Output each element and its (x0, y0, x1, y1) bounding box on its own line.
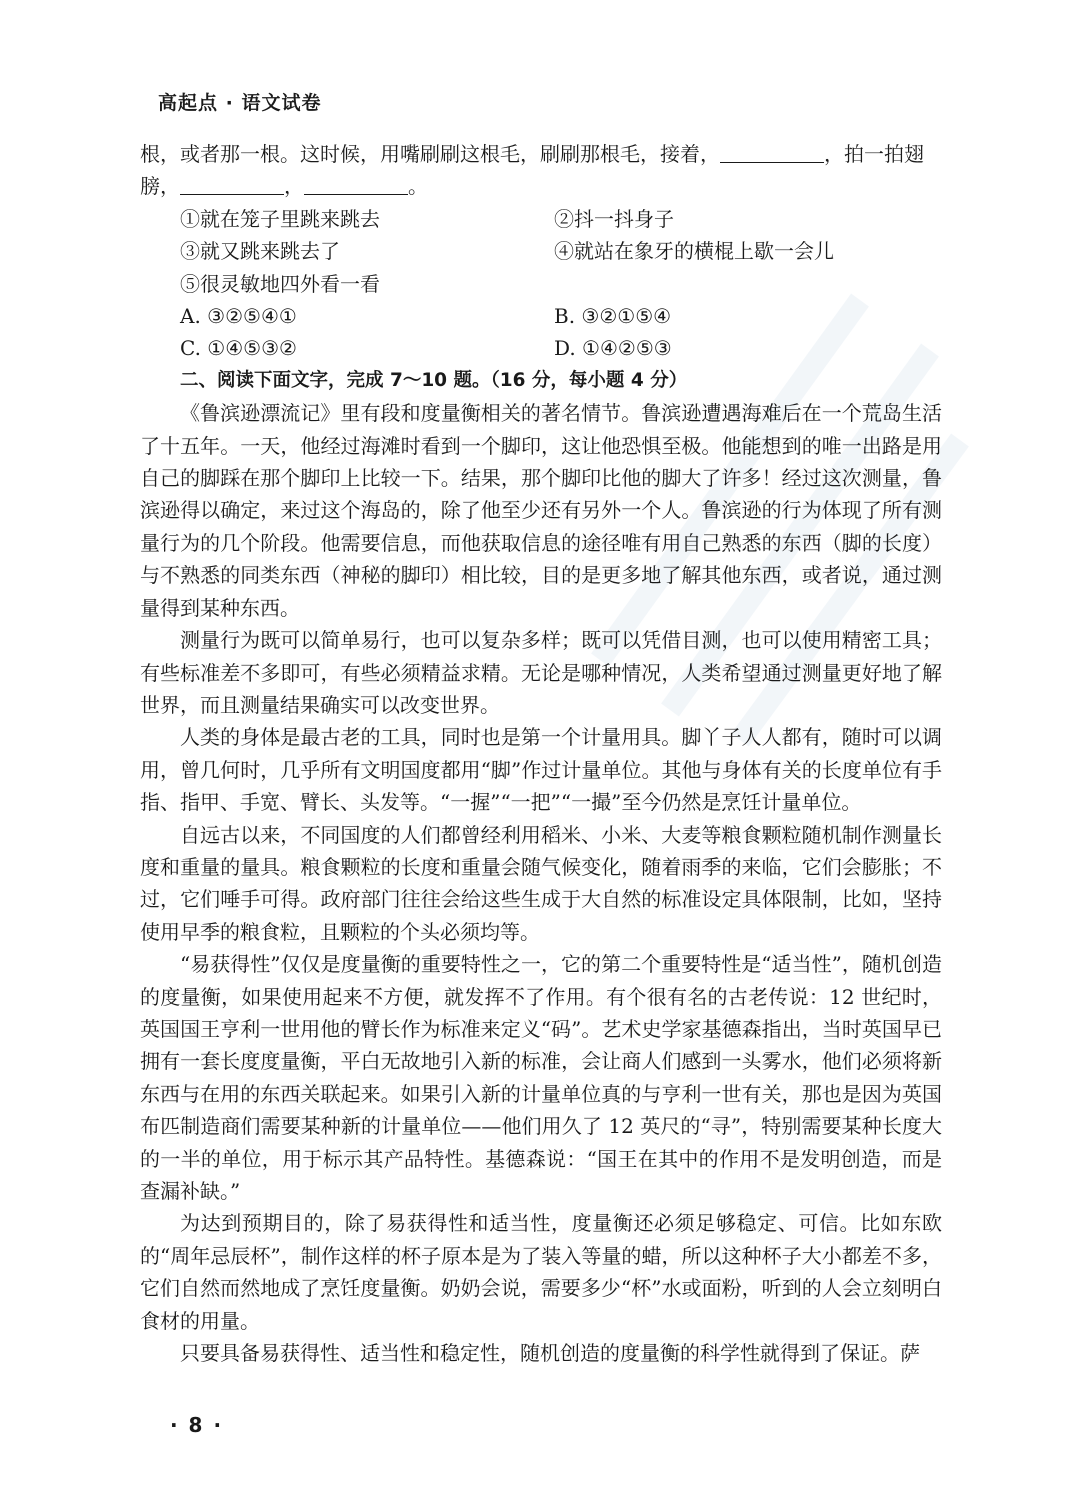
passage-paragraph-5: “易获得性”仅仅是度量衡的重要特性之一，它的第二个重要特性是“适当性”，随机创造的度量衡，如果使用起来不方便，就发挥不了作用。有个很有名的古老传说：12 世纪时，英国国王亨利一世用他的臂长作为标准来定义“码”。艺术史学家基德森指出，当时英国早已拥有一套长度度量衡，平白无故地引入新的标准，会让商人们感到一头雾水，他们必须将新东西与在用的东西关联起来。如果引入新的计量单位真的与亨利一世有关，那也是因为英国布匹制造商们需要某种新的计量单位——他们用久了 12 英尺的“寻”，特别需要某种长度大的一半的单位，用于标示其产品特性。基德森说：“国王在其中的作用不是发明创造，而是查漏补缺。” (140, 952, 942, 1203)
answer-blank-1 (720, 142, 824, 163)
option-b: B. ③②①⑤④ (554, 304, 672, 329)
passage-paragraph-3: 人类的身体是最古老的工具，同时也是第一个计量用具。脚丫子人人都有，随时可以调用，曾几何时，几乎所有文明国度都用“脚”作过计量单位。其他与身体有关的长度单位有手指、指甲、手宽、臂长、头发等。“一握”“一把”“一撮”至今仍然是烹饪计量单位。 (140, 725, 942, 815)
item-4: ④就站在象牙的横棍上歇一会儿 (554, 239, 834, 264)
answer-blank-3 (304, 174, 408, 195)
item-2: ②抖一抖身子 (554, 206, 674, 231)
option-d: D. ①④②⑤③ (554, 336, 672, 361)
item-3: ③就又跳来跳去了 (180, 239, 340, 264)
answer-blank-2 (180, 174, 284, 195)
option-row-1 (140, 300, 942, 332)
item-row-1 (140, 203, 942, 235)
passage-paragraph-2: 测量行为既可以简单易行，也可以复杂多样；既可以凭借目测，也可以使用精密工具；有些标准差不多即可，有些必须精益求精。无论是哪种情况，人类希望通过测量更好地了解世界，而且测量结果确实可以改变世界。 (140, 628, 942, 717)
page-header: 高起点 · 语文试卷 (158, 92, 322, 114)
passage-paragraph-1: 《鲁滨逊漂流记》里有段和度量衡相关的著名情节。鲁滨逊遭遇海难后在一个荒岛生活了十五年。一天，他经过海滩时看到一个脚印，这让他恐惧至极。他能想到的唯一出路是用自己的脚踩在那个脚印上比较一下。结果，那个脚印比他的脚大了许多！经过这次测量，鲁滨逊得以确定，来过这个海岛的，除了他至少还有另外一个人。鲁滨逊的行为体现了所有测量行为的几个阶段。他需要信息，而他获取信息的途径唯有用自己熟悉的东西（脚的长度）与不熟悉的同类东西（神秘的脚印）相比较，目的是更多地了解其他东西，或者说，通过测量得到某种东西。 (140, 401, 942, 620)
passage-paragraph-6: 为达到预期目的，除了易获得性和适当性，度量衡还必须足够稳定、可信。比如东欧的“周年忌辰杯”，制作这样的杯子原本是为了装入等量的蜡，所以这种杯子大小都差不多，它们自然而然地成了烹饪度量衡。奶奶会说，需要多少“杯”水或面粉，听到的人会立刻明白食材的用量。 (140, 1211, 942, 1333)
option-a: A. ③②⑤④① (180, 304, 297, 329)
page-content (140, 138, 942, 1369)
page-number: · 8 · (170, 1413, 224, 1437)
item-row-2 (140, 235, 942, 267)
item-5: ⑤很灵敏地四外看一看 (180, 271, 380, 296)
option-row-2 (140, 332, 942, 364)
section-2-title: 二、阅读下面文字，完成 7～10 题。（16 分，每小题 4 分） (180, 369, 688, 391)
option-c: C. ①④⑤③② (180, 336, 297, 361)
passage-paragraph-7: 只要具备易获得性、适当性和稳定性，随机创造的度量衡的科学性就得到了保证。萨 (180, 1341, 920, 1366)
question-6-stem: 根，或者那一根。这时候，用嘴刷刷这根毛，刷刷那根毛，接着， ，拍一拍翅 膀， ， 。 (140, 142, 924, 199)
passage-paragraph-4: 自远古以来，不同国度的人们都曾经利用稻米、小米、大麦等粮食颗粒随机制作测量长度和重量的量具。粮食颗粒的长度和重量会随气候变化，随着雨季的来临，它们会膨胀；不过，它们唾手可得。政府部门往往会给这些生成于大自然的标准设定具体限制，比如，坚持使用早季的粮食粒，且颗粒的个头必须均等。 (140, 822, 942, 944)
item-1: ①就在笼子里跳来跳去 (180, 206, 380, 231)
